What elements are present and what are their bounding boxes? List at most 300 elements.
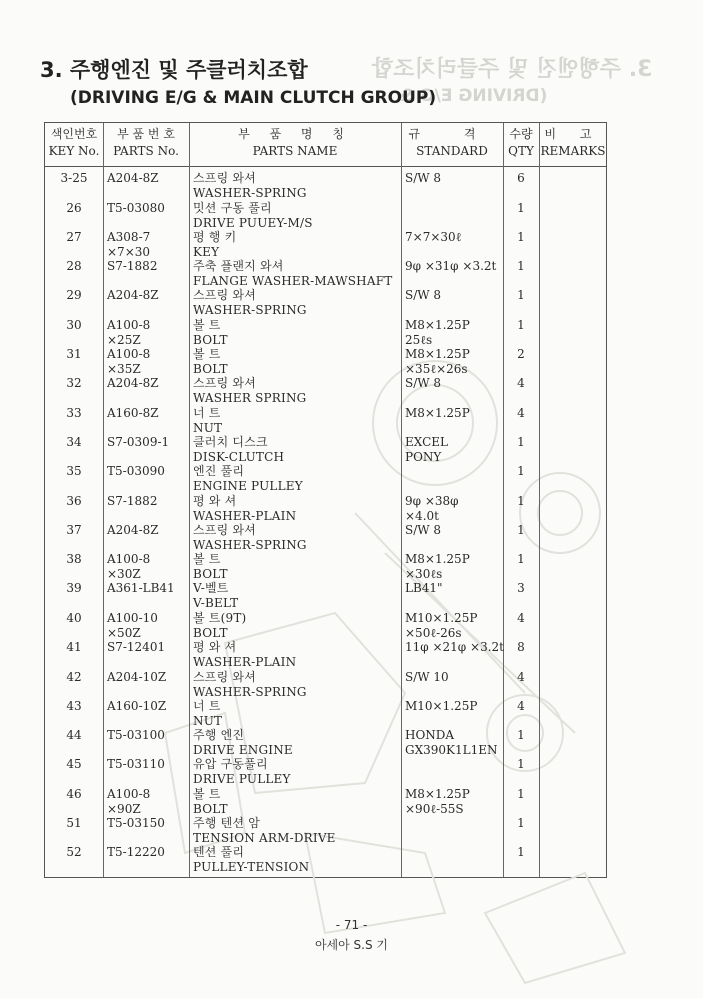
key-cell xyxy=(45,611,103,626)
parts-number-cell-text: A204-8Z xyxy=(107,171,159,185)
parts-number-cell xyxy=(105,787,191,817)
parts-name-cell-text: 너 트 xyxy=(193,699,221,713)
parts-name-cell-text: ENGINE PULLEY xyxy=(193,479,303,493)
header-remarks-ko: 비 고 xyxy=(544,127,602,141)
standard-cell-text: M8×1.25P xyxy=(405,787,470,801)
qty-cell xyxy=(505,201,537,216)
qty-cell-text: 1 xyxy=(517,435,525,449)
parts-name-cell xyxy=(193,494,401,524)
column-divider xyxy=(401,123,402,877)
parts-name-cell-text: DRIVE PULLEY xyxy=(193,772,291,786)
parts-number-cell-text: T5-03150 xyxy=(107,816,165,830)
key-cell-text: 45 xyxy=(66,757,82,771)
key-cell xyxy=(45,201,103,216)
standard-cell-text xyxy=(405,831,515,846)
parts-name-cell-text: 스프링 와셔 xyxy=(193,288,256,302)
qty-cell xyxy=(505,494,537,509)
parts-name-cell-text: 주행 엔진 xyxy=(193,728,245,742)
header-key-en: KEY No. xyxy=(48,144,100,158)
qty-cell-text: 4 xyxy=(517,406,525,420)
key-cell xyxy=(45,376,103,391)
parts-number-cell xyxy=(105,406,191,436)
header-standard-ko: 규 격 xyxy=(408,127,496,141)
key-cell-text: 36 xyxy=(66,494,82,508)
parts-name-cell-text: 주행 텐션 암 xyxy=(193,816,260,830)
qty-cell-text: 1 xyxy=(517,494,525,508)
qty-cell-text: 1 xyxy=(517,816,525,830)
header-name-ko: 부 품 명 칭 xyxy=(238,127,352,141)
standard-cell-text xyxy=(405,596,515,611)
qty-cell xyxy=(505,259,537,274)
parts-number-cell-text xyxy=(107,685,191,700)
header-qty xyxy=(503,126,539,160)
key-cell xyxy=(45,581,103,596)
parts-name-cell-text: PULLEY-TENSION xyxy=(193,860,310,874)
key-cell xyxy=(45,288,103,303)
standard-cell-text xyxy=(405,714,515,729)
parts-name-cell-text: 너 트 xyxy=(193,406,221,420)
qty-cell xyxy=(505,464,537,479)
qty-cell xyxy=(505,816,537,831)
standard-cell-text xyxy=(405,274,515,289)
standard-cell-text xyxy=(405,685,515,700)
key-cell xyxy=(45,670,103,685)
standard-cell xyxy=(405,816,515,846)
parts-number-cell-text: ×25Z xyxy=(107,333,141,347)
qty-cell-text: 8 xyxy=(517,640,525,654)
parts-number-cell xyxy=(105,640,191,670)
qty-cell xyxy=(505,347,537,362)
parts-name-cell xyxy=(193,787,401,817)
parts-name-cell-text: WASHER-SPRING xyxy=(193,303,307,317)
standard-cell xyxy=(405,230,515,260)
parts-name-cell xyxy=(193,201,401,231)
qty-cell-text: 6 xyxy=(517,171,525,185)
standard-cell-text xyxy=(405,845,515,860)
parts-name-cell xyxy=(193,435,401,465)
qty-cell xyxy=(505,670,537,685)
parts-name-cell xyxy=(193,376,401,406)
parts-number-cell xyxy=(105,464,191,494)
parts-number-cell-text xyxy=(107,450,191,465)
header-parts xyxy=(103,126,189,160)
standard-cell-text xyxy=(405,479,515,494)
key-cell-text: 51 xyxy=(66,816,82,830)
bleed-through-title: 3. 주행엔진 및 주클러치조합 xyxy=(372,57,653,82)
parts-name-cell xyxy=(193,523,401,553)
parts-number-cell xyxy=(105,288,191,318)
key-cell-text: 52 xyxy=(66,845,82,859)
standard-cell-text xyxy=(405,655,515,670)
parts-number-cell-text xyxy=(107,509,191,524)
parts-number-cell-text: A308-7 xyxy=(107,230,151,244)
qty-cell xyxy=(505,728,537,743)
parts-number-cell-text: ×7×30 xyxy=(107,245,151,259)
standard-cell-text: ×90ℓ-55S xyxy=(405,802,464,816)
parts-number-cell xyxy=(105,816,191,846)
parts-name-cell-text: DRIVE PUUEY-M/S xyxy=(193,216,313,230)
header-remarks xyxy=(539,126,607,160)
qty-cell xyxy=(505,406,537,421)
parts-number-cell-text: ×35Z xyxy=(107,362,141,376)
key-cell-text: 37 xyxy=(66,523,82,537)
parts-name-cell-text: 볼 트 xyxy=(193,787,221,801)
parts-name-cell-text: WASHER-SPRING xyxy=(193,685,307,699)
standard-cell xyxy=(405,406,515,436)
key-cell xyxy=(45,845,103,860)
qty-cell-text: 1 xyxy=(517,728,525,742)
key-cell-text: 32 xyxy=(66,376,82,390)
qty-cell xyxy=(505,523,537,538)
parts-number-cell-text xyxy=(107,596,191,611)
standard-cell xyxy=(405,435,515,465)
qty-cell xyxy=(505,552,537,567)
header-standard xyxy=(401,126,503,160)
standard-cell-text xyxy=(405,757,515,772)
parts-number-cell-text xyxy=(107,743,191,758)
parts-number-cell-text: ×50Z xyxy=(107,626,141,640)
parts-number-cell-text xyxy=(107,860,191,875)
parts-number-cell xyxy=(105,230,191,260)
header-parts-ko: 부 품 번 호 xyxy=(117,127,175,141)
parts-name-cell xyxy=(193,552,401,582)
key-cell xyxy=(45,230,103,245)
qty-cell-text: 1 xyxy=(517,288,525,302)
table-header xyxy=(45,123,606,167)
parts-number-cell-text: S7-0309-1 xyxy=(107,435,170,449)
header-qty-en: QTY xyxy=(508,144,534,158)
standard-cell-text: S/W 8 xyxy=(405,376,442,390)
parts-name-cell xyxy=(193,347,401,377)
parts-name-cell-text: 클러치 디스크 xyxy=(193,435,268,449)
header-remarks-en: REMARKS xyxy=(540,144,606,158)
qty-cell-text: 3 xyxy=(517,581,525,595)
standard-cell-text xyxy=(405,245,515,260)
standard-cell-text xyxy=(405,860,515,875)
parts-name-cell-text: 볼 트 xyxy=(193,552,221,566)
parts-number-cell-text: A100-10 xyxy=(107,611,158,625)
header-key-ko: 색인번호 xyxy=(50,127,98,141)
header-parts-en: PARTS No. xyxy=(113,144,179,158)
parts-name-cell xyxy=(193,230,401,260)
key-cell xyxy=(45,318,103,333)
page-subtitle: (DRIVING E/G & MAIN CLUTCH GROUP) xyxy=(70,88,437,108)
standard-cell xyxy=(405,757,515,787)
parts-name-cell-text: 스프링 와셔 xyxy=(193,171,256,185)
qty-cell-text: 1 xyxy=(517,552,525,566)
parts-name-cell xyxy=(193,611,401,641)
key-cell-text: 43 xyxy=(66,699,82,713)
qty-cell-text: 1 xyxy=(517,230,525,244)
standard-cell-text: GX390K1L1EN xyxy=(405,743,498,757)
standard-cell-text: ×30ℓs xyxy=(405,567,443,581)
qty-cell xyxy=(505,699,537,714)
parts-name-cell-text: V-BELT xyxy=(193,596,239,610)
parts-name-cell-text: 스프링 와셔 xyxy=(193,376,256,390)
parts-name-cell-text: NUT xyxy=(193,714,223,728)
standard-cell-text: S/W 8 xyxy=(405,171,442,185)
parts-name-cell-text: BOLT xyxy=(193,362,228,376)
parts-name-cell-text: BOLT xyxy=(193,802,228,816)
parts-name-cell-text: 스프링 와셔 xyxy=(193,670,256,684)
standard-cell xyxy=(405,552,515,582)
parts-number-cell xyxy=(105,347,191,377)
key-cell-text: 38 xyxy=(66,552,82,566)
standard-cell-text xyxy=(405,186,515,201)
parts-number-cell xyxy=(105,757,191,787)
parts-name-cell xyxy=(193,171,401,201)
key-cell xyxy=(45,757,103,772)
qty-cell-text: 4 xyxy=(517,699,525,713)
qty-cell-text: 1 xyxy=(517,523,525,537)
parts-number-cell xyxy=(105,376,191,406)
key-cell-text: 26 xyxy=(66,201,82,215)
qty-cell-text: 1 xyxy=(517,845,525,859)
qty-cell-text: 4 xyxy=(517,670,525,684)
standard-cell-text: M8×1.25P xyxy=(405,318,470,332)
key-cell-text: 39 xyxy=(66,581,82,595)
parts-number-cell xyxy=(105,552,191,582)
qty-cell xyxy=(505,845,537,860)
parts-name-cell-text: WASHER SPRING xyxy=(193,391,307,405)
key-cell xyxy=(45,816,103,831)
parts-number-cell-text: A204-8Z xyxy=(107,523,159,537)
parts-number-cell-text: S7-12401 xyxy=(107,640,166,654)
parts-name-cell xyxy=(193,640,401,670)
parts-name-cell-text: 텐션 풀리 xyxy=(193,845,245,859)
parts-name-cell-text: 스프링 와셔 xyxy=(193,523,256,537)
standard-cell-text: S/W 8 xyxy=(405,288,442,302)
key-cell xyxy=(45,640,103,655)
standard-cell-text xyxy=(405,772,515,787)
standard-cell-text xyxy=(405,421,515,436)
key-cell-text: 28 xyxy=(66,259,82,273)
parts-number-cell-text: A100-8 xyxy=(107,347,151,361)
page-footer: 아세아 S.S 기 xyxy=(314,938,389,952)
parts-name-cell-text: DISK-CLUTCH xyxy=(193,450,285,464)
header-key xyxy=(45,126,103,160)
header-qty-ko: 수량 xyxy=(509,127,533,141)
parts-name-cell xyxy=(193,288,401,318)
page-number: - 71 - xyxy=(335,918,368,932)
parts-name-cell-text: WASHER-PLAIN xyxy=(193,509,297,523)
parts-number-cell-text: T5-03110 xyxy=(107,757,165,771)
parts-number-cell-text xyxy=(107,772,191,787)
key-cell-text: 33 xyxy=(66,406,82,420)
standard-cell-text: M8×1.25P xyxy=(405,552,470,566)
parts-name-cell-text: 평 와 셔 xyxy=(193,494,237,508)
parts-number-cell-text xyxy=(107,655,191,670)
qty-cell-text: 1 xyxy=(517,259,525,273)
parts-name-cell-text: 볼 트 xyxy=(193,318,221,332)
standard-cell xyxy=(405,376,515,406)
qty-cell-text: 1 xyxy=(517,757,525,771)
qty-cell-text: 1 xyxy=(517,318,525,332)
parts-number-cell-text xyxy=(107,831,191,846)
parts-number-cell xyxy=(105,728,191,758)
parts-name-cell xyxy=(193,816,401,846)
parts-number-cell-text: A204-10Z xyxy=(107,670,167,684)
standard-cell xyxy=(405,494,515,524)
key-cell xyxy=(45,699,103,714)
parts-number-cell-text: A100-8 xyxy=(107,552,151,566)
parts-name-cell-text: 밋션 구동 풀리 xyxy=(193,201,272,215)
parts-name-cell-text: WASHER-SPRING xyxy=(193,538,307,552)
parts-number-cell xyxy=(105,670,191,700)
parts-number-cell xyxy=(105,171,191,201)
standard-cell xyxy=(405,259,515,289)
key-cell-text: 42 xyxy=(66,670,82,684)
key-cell xyxy=(45,347,103,362)
standard-cell-text xyxy=(405,303,515,318)
standard-cell xyxy=(405,171,515,201)
parts-number-cell xyxy=(105,845,191,875)
key-cell-text: 34 xyxy=(66,435,82,449)
key-cell-text: 29 xyxy=(66,288,82,302)
parts-table xyxy=(44,122,607,878)
parts-number-cell-text: ×90Z xyxy=(107,802,141,816)
standard-cell-text: EXCEL xyxy=(405,435,449,449)
parts-number-cell-text xyxy=(107,421,191,436)
key-cell-text: 41 xyxy=(66,640,82,654)
bleed-through-subtitle: (DRIVING E/G & xyxy=(400,86,548,106)
parts-number-cell-text: A160-8Z xyxy=(107,406,159,420)
standard-cell xyxy=(405,787,515,817)
standard-cell-text: S/W 10 xyxy=(405,670,449,684)
parts-number-cell-text: T5-03100 xyxy=(107,728,165,742)
parts-name-cell xyxy=(193,699,401,729)
key-cell-text: 31 xyxy=(66,347,82,361)
parts-number-cell xyxy=(105,435,191,465)
standard-cell-text xyxy=(405,216,515,231)
parts-number-cell xyxy=(105,581,191,611)
qty-cell xyxy=(505,611,537,626)
key-cell xyxy=(45,464,103,479)
column-divider xyxy=(103,123,104,877)
parts-name-cell-text: 유압 구동풀리 xyxy=(193,757,268,771)
parts-number-cell xyxy=(105,259,191,289)
parts-number-cell-text: A204-8Z xyxy=(107,288,159,302)
standard-cell-text xyxy=(405,464,515,479)
standard-cell-text: ×50ℓ-26s xyxy=(405,626,462,640)
standard-cell-text xyxy=(405,391,515,406)
key-cell xyxy=(45,435,103,450)
parts-number-cell xyxy=(105,523,191,553)
qty-cell xyxy=(505,757,537,772)
parts-name-cell-text: FLANGE WASHER-MAWSHAFT xyxy=(193,274,393,288)
parts-name-cell xyxy=(193,464,401,494)
header-standard-en: STANDARD xyxy=(416,144,488,158)
standard-cell-text: ×35ℓ×26s xyxy=(405,362,468,376)
standard-cell-text: PONY xyxy=(405,450,442,464)
parts-name-cell-text: 평 행 키 xyxy=(193,230,237,244)
parts-name-cell xyxy=(193,406,401,436)
parts-number-cell-text xyxy=(107,186,191,201)
parts-name-cell-text: WASHER-PLAIN xyxy=(193,655,297,669)
standard-cell xyxy=(405,670,515,700)
parts-number-cell-text: T5-12220 xyxy=(107,845,165,859)
parts-name-cell xyxy=(193,259,401,289)
standard-cell-text: 7×7×30ℓ xyxy=(405,230,462,244)
key-cell xyxy=(45,728,103,743)
key-cell-text: 46 xyxy=(66,787,82,801)
parts-name-cell-text: 엔진 풀리 xyxy=(193,464,245,478)
parts-name-cell xyxy=(193,318,401,348)
parts-number-cell xyxy=(105,494,191,524)
standard-cell xyxy=(405,318,515,348)
qty-cell xyxy=(505,787,537,802)
parts-number-cell-text xyxy=(107,274,191,289)
qty-cell xyxy=(505,230,537,245)
parts-name-cell xyxy=(193,670,401,700)
standard-cell-text: LB41" xyxy=(405,581,443,595)
parts-number-cell-text: A204-8Z xyxy=(107,376,159,390)
parts-number-cell-text: A361-LB41 xyxy=(107,581,175,595)
parts-number-cell-text xyxy=(107,391,191,406)
qty-cell-text: 1 xyxy=(517,464,525,478)
parts-number-cell-text: T5-03090 xyxy=(107,464,165,478)
key-cell-text: 27 xyxy=(66,230,82,244)
standard-cell-text xyxy=(405,201,515,216)
standard-cell xyxy=(405,288,515,318)
standard-cell-text: M8×1.25P xyxy=(405,406,470,420)
parts-name-cell-text: 볼 트 xyxy=(193,347,221,361)
qty-cell-text: 2 xyxy=(517,347,525,361)
parts-number-cell-text xyxy=(107,479,191,494)
standard-cell-text: 11φ ×21φ ×3.2t xyxy=(405,640,504,654)
standard-cell xyxy=(405,728,515,758)
key-cell-text: 44 xyxy=(66,728,82,742)
parts-name-cell xyxy=(193,757,401,787)
parts-name-cell-text: NUT xyxy=(193,421,223,435)
header-name xyxy=(189,126,401,160)
standard-cell-text: S/W 8 xyxy=(405,523,442,537)
qty-cell-text: 1 xyxy=(517,201,525,215)
qty-cell-text: 4 xyxy=(517,611,525,625)
key-cell-text: 35 xyxy=(66,464,82,478)
standard-cell-text: M8×1.25P xyxy=(405,347,470,361)
parts-name-cell xyxy=(193,581,401,611)
parts-number-cell-text: T5-03080 xyxy=(107,201,165,215)
parts-number-cell-text: S7-1882 xyxy=(107,494,158,508)
page-title: 3. 주행엔진 및 주클러치조합 xyxy=(40,58,308,82)
parts-name-cell-text: DRIVE ENGINE xyxy=(193,743,293,757)
parts-name-cell-text: BOLT xyxy=(193,626,228,640)
parts-number-cell-text xyxy=(107,303,191,318)
parts-number-cell xyxy=(105,201,191,231)
standard-cell-text: HONDA xyxy=(405,728,455,742)
parts-number-cell-text xyxy=(107,538,191,553)
parts-number-cell-text: A100-8 xyxy=(107,787,151,801)
key-cell-text: 3-25 xyxy=(60,171,88,185)
parts-number-cell-text: A100-8 xyxy=(107,318,151,332)
key-cell xyxy=(45,787,103,802)
qty-cell-text: 4 xyxy=(517,376,525,390)
parts-name-cell xyxy=(193,845,401,875)
column-divider xyxy=(539,123,540,877)
parts-name-cell-text: V-벨트 xyxy=(193,581,229,595)
standard-cell-text: M10×1.25P xyxy=(405,699,478,713)
qty-cell xyxy=(505,581,537,596)
qty-cell xyxy=(505,640,537,655)
standard-cell xyxy=(405,640,515,670)
parts-name-cell-text: BOLT xyxy=(193,333,228,347)
parts-name-cell-text: BOLT xyxy=(193,567,228,581)
standard-cell xyxy=(405,581,515,611)
parts-number-cell-text: A160-10Z xyxy=(107,699,167,713)
parts-name-cell-text: 평 와 셔 xyxy=(193,640,237,654)
qty-cell xyxy=(505,318,537,333)
